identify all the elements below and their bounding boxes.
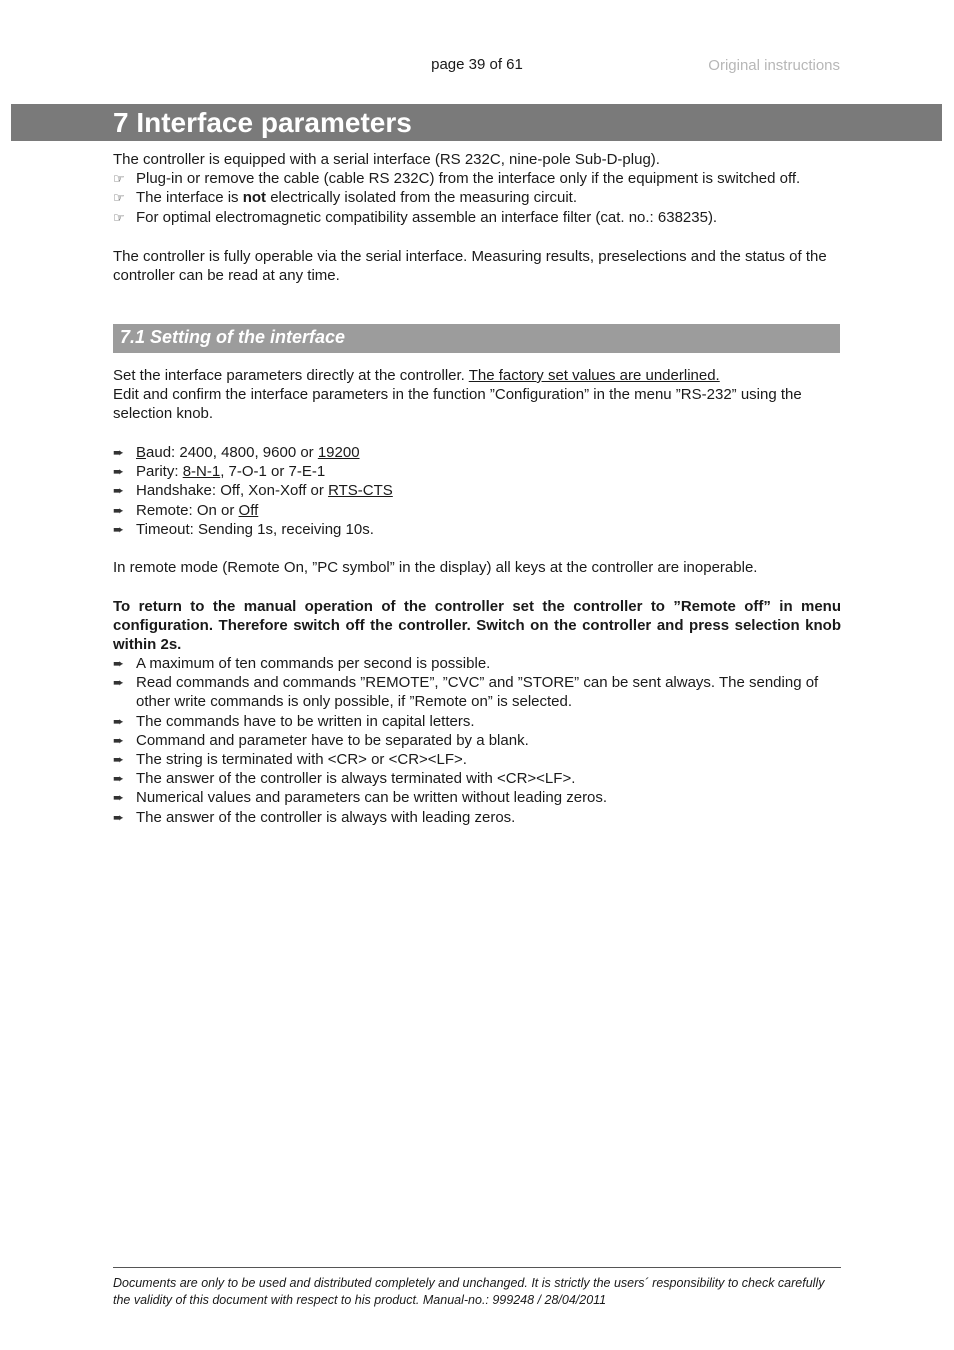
hand-pointer-icon: ☞: [113, 190, 125, 206]
arrow-right-icon: ➨: [113, 656, 124, 671]
operable-paragraph: The controller is fully operable via the serial interface. Measuring results, preselections and the status of the controller can be read at any time.: [113, 248, 827, 285]
arrow-right-icon: ➨: [113, 445, 124, 460]
intro-block: [113, 150, 841, 227]
list-item: ➨ A maximum of ten commands per second is possible.: [113, 655, 491, 672]
arrow-right-icon: ➨: [113, 732, 124, 748]
setting-paragraph: [113, 366, 841, 424]
arrow-right-icon: ➨: [113, 771, 124, 787]
arrow-right-icon: ➨: [113, 675, 124, 691]
param-parity: Parity: 8-N-1, 7-O-1 or 7-E-1: [136, 463, 326, 481]
list-item: ➨ Read commands and commands ”REMOTE”, ”CVC” and ”STORE” can be sent always. The sending of other write commands is only possible, if ”Remote on” is selected.: [113, 674, 819, 711]
param-timeout: Timeout: Sending 1s, receiving 10s.: [136, 520, 374, 538]
list-item: ➨ The commands have to be written in capital letters.: [113, 712, 475, 730]
emphasis-not: not: [242, 189, 267, 207]
list-item: ➨ The answer of the controller is always with leading zeros.: [113, 808, 516, 826]
list-item: ➨ Numerical values and parameters can be written without leading zeros.: [113, 789, 608, 807]
intro-line: The controller is equipped with a serial interface (RS 232C, nine-pole Sub-D-plug).: [113, 151, 660, 168]
footer-disclaimer: Documents are only to be used and distributed completely and unchanged. It is strictly the users´ responsibility to check carefully the validity of this document with respect to his product. Manual-no.: 999248 / 28/04/2011: [113, 1276, 825, 1307]
list-item: ➨ The answer of the controller is always terminated with <CR><LF>.: [113, 770, 576, 788]
footer-divider: [113, 1267, 841, 1268]
remote-mode-paragraph: In remote mode (Remote On, ”PC symbol” in the display) all keys at the controller are inoperable.: [113, 559, 758, 576]
list-item: ➨ The string is terminated with <CR> or <CR><LF>.: [113, 751, 467, 769]
hand-pointer-icon: ☞: [113, 171, 125, 187]
arrow-right-icon: ➨: [113, 483, 124, 499]
arrow-right-icon: ➨: [113, 713, 124, 729]
list-item: [113, 481, 841, 500]
note-text: The interface is not electrically isolated from the measuring circuit.: [136, 189, 577, 207]
note-text: Plug-in or remove the cable (cable RS 232C) from the interface only if the equipment is switched off.: [136, 170, 801, 188]
page-number: page 39 of 61: [431, 56, 523, 73]
arrow-right-icon: ➨: [113, 790, 124, 806]
list-item: ➨ Command and parameter have to be separated by a blank.: [113, 731, 529, 749]
note-item: [113, 188, 841, 207]
note-text: For optimal electromagnetic compatibility assemble an interface filter (cat. no.: 638235).: [136, 208, 718, 226]
setting-line: Set the interface parameters directly at the controller. The factory set values are underlined.: [113, 367, 720, 384]
original-instructions-label: Original instructions: [708, 57, 840, 74]
param-handshake: Handshake: Off, Xon-Xoff or RTS-CTS: [136, 482, 393, 500]
list-item: [113, 462, 841, 481]
warning-paragraph: To return to the manual operation of the controller set the controller to ”Remote off” in menu configuration. Therefore switch off the controller. Switch on the controller and press selection knob within 2s.: [113, 598, 841, 654]
arrow-right-icon: ➨: [113, 809, 124, 825]
rules-list: [113, 654, 841, 827]
hand-pointer-icon: ☞: [113, 209, 125, 225]
list-item: [113, 443, 841, 462]
section-title: 7.1 Setting of the interface: [120, 327, 346, 347]
factory-defaults-note: The factory set values are underlined.: [468, 367, 720, 384]
chapter-title: 7 Interface parameters: [113, 107, 412, 138]
arrow-right-icon: ➨: [113, 502, 124, 518]
param-remote: Remote: On or Off: [136, 501, 259, 519]
arrow-right-icon: ➨: [113, 752, 124, 768]
list-item: [113, 501, 841, 520]
list-item: [113, 520, 841, 539]
parameter-list: [113, 443, 841, 539]
param-baud: Baud: 2400, 4800, 9600 or 19200: [136, 444, 360, 461]
arrow-right-icon: ➨: [113, 464, 124, 480]
arrow-right-icon: ➨: [113, 521, 124, 537]
edit-instruction: Edit and confirm the interface parameters in the function ”Configuration” in the menu ”RS-232” using the selection knob.: [113, 386, 802, 423]
note-item: [113, 208, 841, 227]
note-item: [113, 169, 841, 188]
